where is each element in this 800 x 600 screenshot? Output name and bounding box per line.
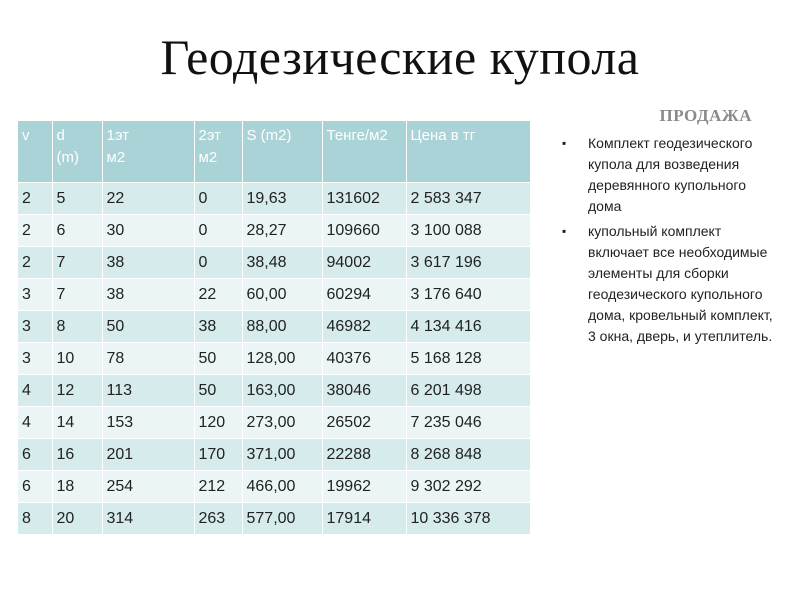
table-cell: 6 [18, 439, 52, 471]
table-cell: 50 [194, 375, 242, 407]
table-cell: 10 336 378 [406, 503, 530, 535]
table-cell: 5 168 128 [406, 343, 530, 375]
table-cell: 3 [18, 343, 52, 375]
table-cell: 7 235 046 [406, 407, 530, 439]
table-cell: 17914 [322, 503, 406, 535]
table-cell: 201 [102, 439, 194, 471]
table-cell: 3 [18, 311, 52, 343]
table-cell: 212 [194, 471, 242, 503]
bullet-list [562, 133, 782, 351]
table-cell: 38046 [322, 375, 406, 407]
table-cell: 50 [194, 343, 242, 375]
table-row [18, 215, 530, 247]
table-cell: 8 [18, 503, 52, 535]
table-cell: 30 [102, 215, 194, 247]
table-cell: 20 [52, 503, 102, 535]
table-cell: 14 [52, 407, 102, 439]
table-cell: 128,00 [242, 343, 322, 375]
table-cell: 2 [18, 247, 52, 279]
table-cell: 466,00 [242, 471, 322, 503]
table-cell: 120 [194, 407, 242, 439]
table-cell: 113 [102, 375, 194, 407]
column-header-text: 2эт м2 [198, 127, 222, 166]
table-cell: 4 134 416 [406, 311, 530, 343]
table-row [18, 343, 530, 375]
table-cell: 0 [194, 247, 242, 279]
table-cell: 38,48 [242, 247, 322, 279]
table-row [18, 503, 530, 535]
table-cell: 3 [18, 279, 52, 311]
table-cell: 163,00 [242, 375, 322, 407]
table-cell: 16 [52, 439, 102, 471]
table-cell: 60294 [322, 279, 406, 311]
table-cell: 22288 [322, 439, 406, 471]
table-cell: 263 [194, 503, 242, 535]
table-cell: 2 [18, 183, 52, 215]
table-row [18, 279, 530, 311]
column-header-text: d (m) [56, 127, 79, 166]
table-row [18, 375, 530, 407]
table-row [18, 439, 530, 471]
table-cell: 3 100 088 [406, 215, 530, 247]
table-cell: 0 [194, 183, 242, 215]
table-cell: 254 [102, 471, 194, 503]
table-cell: 6 [52, 215, 102, 247]
table-cell: 8 [52, 311, 102, 343]
table-row [18, 311, 530, 343]
column-header: Цена в тг [406, 121, 530, 183]
table-row [18, 247, 530, 279]
table-cell: 6 [18, 471, 52, 503]
square-bullet-icon: ▪ [562, 224, 567, 238]
table-cell: 2 583 347 [406, 183, 530, 215]
table-cell: 78 [102, 343, 194, 375]
bullet-text: Комплект геодезического купола для возведения деревянного купольного дома [588, 135, 753, 214]
table-cell: 7 [52, 279, 102, 311]
table-cell: 88,00 [242, 311, 322, 343]
table-cell: 50 [102, 311, 194, 343]
table-cell: 19962 [322, 471, 406, 503]
table-cell: 109660 [322, 215, 406, 247]
table-cell: 2 [18, 215, 52, 247]
column-header: Тенге/м2 [322, 121, 406, 183]
table-cell: 5 [52, 183, 102, 215]
table-cell: 22 [194, 279, 242, 311]
table-cell: 3 617 196 [406, 247, 530, 279]
table-cell: 7 [52, 247, 102, 279]
table-cell: 12 [52, 375, 102, 407]
table-body [18, 183, 530, 535]
table-row [18, 407, 530, 439]
table-cell: 18 [52, 471, 102, 503]
table-cell: 4 [18, 375, 52, 407]
table-row [18, 471, 530, 503]
column-header [52, 121, 102, 183]
table-cell: 371,00 [242, 439, 322, 471]
table-cell: 6 201 498 [406, 375, 530, 407]
column-header [194, 121, 242, 183]
table-cell: 577,00 [242, 503, 322, 535]
table-cell: 314 [102, 503, 194, 535]
column-header-text: 1эт м2 [106, 127, 130, 166]
column-header: v [18, 121, 52, 183]
table-row [18, 183, 530, 215]
table-cell: 22 [102, 183, 194, 215]
table-cell: 131602 [322, 183, 406, 215]
table-cell: 19,63 [242, 183, 322, 215]
table-cell: 38 [102, 247, 194, 279]
table-cell: 38 [194, 311, 242, 343]
table-cell: 60,00 [242, 279, 322, 311]
table-cell: 0 [194, 215, 242, 247]
table-cell: 8 268 848 [406, 439, 530, 471]
bullet-text: купольный комплект включает все необходимые элементы для сборки геодезического купольного дома, кровельный комплект, 3 окна, дверь, и утеплитель. [588, 223, 773, 344]
table-cell: 28,27 [242, 215, 322, 247]
table-cell: 4 [18, 407, 52, 439]
square-bullet-icon: ▪ [562, 136, 567, 150]
table-cell: 26502 [322, 407, 406, 439]
table-cell: 273,00 [242, 407, 322, 439]
table-cell: 9 302 292 [406, 471, 530, 503]
table-header-row [18, 121, 530, 183]
slide-subtitle: ПРОДАЖА [659, 106, 752, 125]
table-cell: 38 [102, 279, 194, 311]
column-header [102, 121, 194, 183]
table-cell: 153 [102, 407, 194, 439]
table-cell: 10 [52, 343, 102, 375]
price-table [18, 121, 531, 534]
table-cell: 46982 [322, 311, 406, 343]
table-cell: 3 176 640 [406, 279, 530, 311]
bullet-item [562, 221, 782, 347]
column-header: S (m2) [242, 121, 322, 183]
table-cell: 170 [194, 439, 242, 471]
table-cell: 94002 [322, 247, 406, 279]
bullet-item [562, 133, 782, 217]
slide-title: Геодезические купола [160, 29, 640, 85]
table-cell: 40376 [322, 343, 406, 375]
